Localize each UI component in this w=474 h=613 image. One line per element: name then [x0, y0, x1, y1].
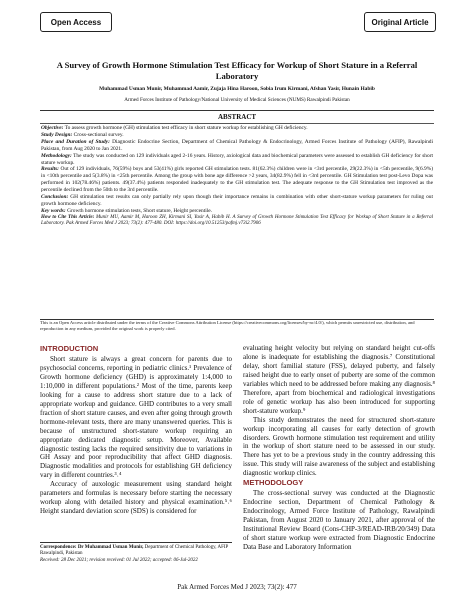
how-to-cite: How to Cite This Article: Munir MU, Aamir M, Haroon ZH, Kirmani SI, Yasir A, Habib H. A Survey of Growth Hormone Stimulation Test Efficacy for Workup of Short Stature in a Referral Laboratory. Pak Armed Forces Med J 2023; 73(2): 477-480. DOI: https://doi.org/10.51253/pafmj.v73i2.7906: [41, 214, 433, 227]
abstract-body: [41, 125, 433, 227]
page-footer: Pak Armed Forces Med J 2023; 73(2): 477: [177, 583, 297, 591]
abstract-objective: Objective: To assess growth hormone (GH) stimulation test efficacy in short stature workup for establishing GH deficiency.: [41, 125, 308, 131]
abstract-place: Place and Duration of Study: Diagnostic Endocrine Section, Department of Chemical Pathology & Endocrinology, Armed Forces Institute of Pathology (AFIP), Rawalpindi Pakistan, from Aug 2020 to Jan 2021.: [41, 138, 433, 152]
abstract-conclusion: Conclusion: GH stimulation test results can only partially rely upon though their importance remains in combination with other short-stature workup parameters for ruling out growth hormone deficiency.: [41, 194, 433, 207]
author-list: Muhammad Usman Munir, Muhammad Aamir, Zujaja Hina Haroon, Sobia Irum Kirmani, Afshan Yasir, Hunain Habib: [99, 86, 375, 92]
received-dates: Received: 28 Dec 2021; revision received: 01 Jul 2022; accepted: 06-Jul-2022: [40, 557, 198, 563]
correspondence-note: [40, 542, 232, 564]
abstract-methodology: Methodology: The study was conducted on 129 individuals aged 2-16 years. History, axiological data and biochemical parameters were assessed to establish GH deficiency for short stature workup.: [41, 152, 433, 166]
intro-paragraph-4: This study demonstrates the need for structured short-stature workup incorporating all causes for early detection of growth disorders. Growth hormone stimulation test requirement and utility in the workup of short stature need to be assessed in our study. There has yet to be a previous study in the country addressing this issue. This study will raise awareness of the subject and establishing diagnostic workup clinics.: [243, 415, 435, 478]
left-column: [40, 344, 232, 516]
right-column: [243, 344, 435, 552]
intro-paragraph-1: Short stature is always a great concern for parents due to psychosocial concerns, reporting in pediatric clinics.¹ Prevalence of Growth hormone deficiency (GHD) is approximately 1:4,000 to 1:10,000 in different populations.² Most of the time, parents keep looking for a cause to address short stature due to a lack of appropriate workup and guidance. GHD contributes to a very small fraction of short stature causes, and even after going through growth hormone-relevant tests, there are many unanswered queries. This is because of unstructured short-stature workup requiring an appropriate dedicated diagnostic setup. Moreover, Available diagnostic testing lacks the required sensitivity due to variations in GH Assay and poor reproducibility that affect GHD diagnosis. Diagnostic modalities and protocols for establishing GH deficiency vary in different countries.³˒⁴: [40, 355, 232, 480]
abstract-heading: ABSTRACT: [217, 113, 257, 121]
affiliation: Armed Forces Institute of Pathology/National University of Medical Sciences (NUMS) Rawalpindi Pakistan: [124, 97, 350, 103]
correspondence-label: Correspondence: Dr Muhammad Usman Munir,: [40, 545, 144, 550]
open-access-badge: Open Access: [40, 12, 112, 32]
abstract-divider: [40, 123, 434, 124]
abstract-results: Results: Out of 129 individuals, 76(59%) boys and 53(41%) girls reported GH stimulation tests. 81(62.3%) children were in <3rd percentile, 29(22.3%) in <5th percentile, 9(6.9%) in <10th percentile and 5(3.8%) in <25th percentile. Among the group with bone age difference >2 years, 34(82.9%) fell in <3rd percentile. GH Stimulation test post-Levo Dopa was performed in 102(78.46%) patients. 49(37.4%) patients responded inadequately to the GH stimulation test. The adequate response to the GH Stimulation test improved as the percentile declined from the 50th to the 3rd percentile.: [41, 166, 433, 194]
article-title: A Survey of Growth Hormone Stimulation Test Efficacy for Workup of Short Stature in a Referral Laboratory: [56, 60, 418, 81]
intro-paragraph-3: evaluating height velocity but relying on standard height cut-offs alone is inadequate for establishing the diagnosis.⁷ Constitutional delay, short familial stature (FSS), delayed puberty, and falsely raised height due to early onset of puberty are some of the common variables which need to be addressed before making any diagnosis.⁸ Therefore, apart from biochemical and radiological investigations role of genetic workup has also been introduced for supporting short-stature workup.⁹: [243, 344, 435, 415]
methodology-paragraph-1: The cross-sectional survey was conducted at the Diagnostic Endocrine section, Department of Chemical Pathology & Endocrinology, Armed Force Institute of Pathology, Rawalpindi Pakistan, from August 2020 to January 2021, after approval of the Institutional Review Board (Cons-CHP-3/READ-IRB/20/349) Data of short stature workup were extracted from Diagnostic Endocrine Data Base and Laboratory Information: [243, 489, 435, 552]
correspondence-text: Department of Chemical Pathology, AFIP Rawalpindi, Pakistan: [40, 545, 229, 557]
article-type-badge: Original Article: [364, 12, 436, 32]
license-notice: This is an Open Access article distributed under the terms of the Creative Commons Attribution License (https://creativecommons.org/licenses/by-nc/4.0/), which permits unrestricted use, distribution, and reproduction in any medium, provided the original work is properly cited.: [40, 320, 415, 331]
methodology-heading: METHODOLOGY: [243, 478, 304, 488]
introduction-heading: INTRODUCTION: [40, 344, 99, 353]
intro-paragraph-2: Accuracy of auxologic measurement using standard height parameters and formulas is necessary before starting the necessary workup along with detailed history and physical examination.⁵˒⁶ Height standard deviation score (SDS) is considered for: [40, 480, 232, 516]
abstract-design: Study Design: Cross-sectional survey.: [41, 131, 124, 138]
abstract-keywords: Key words: Growth hormone stimulation tests, Short stature, Height percentile.: [41, 207, 212, 214]
